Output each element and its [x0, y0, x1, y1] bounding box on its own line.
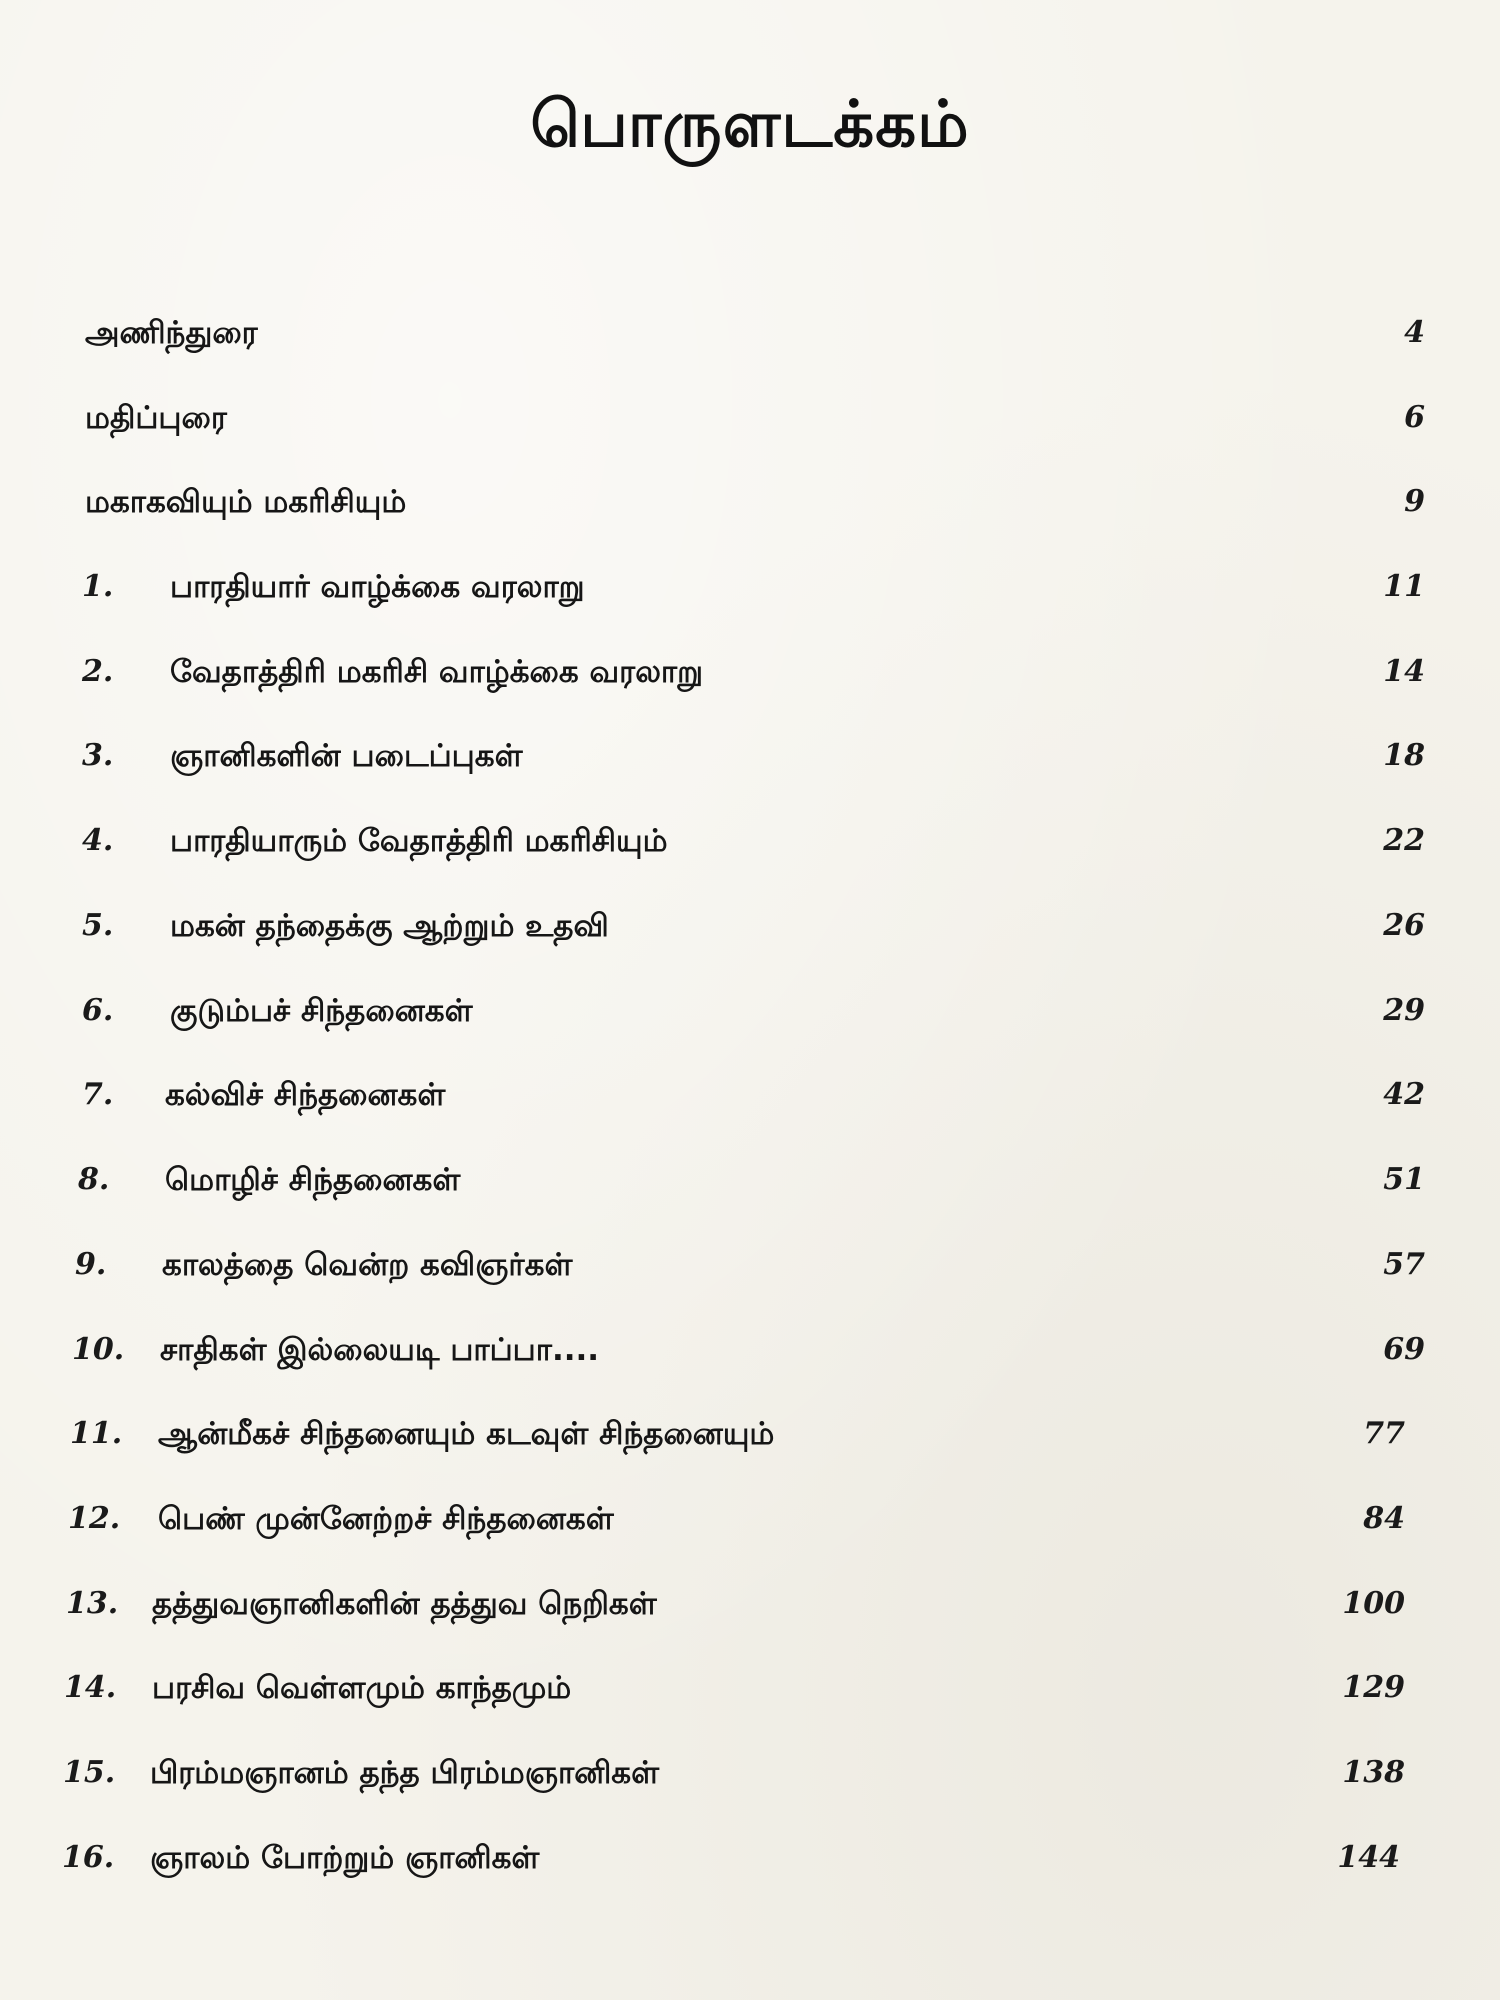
toc-page-number: 18 [1383, 738, 1425, 773]
toc-row-chapter-12 [0, 1489, 1500, 1549]
toc-page-number: 84 [1363, 1501, 1405, 1536]
chapter-title: வேதாத்திரி மகரிசி வாழ்க்கை வரலாறு [170, 654, 704, 690]
chapter-title: தத்துவஞானிகளின் தத்துவ நெறிகள் [152, 1586, 657, 1622]
toc-row-chapter-1 [0, 557, 1500, 617]
chapter-number: 10. [72, 1332, 125, 1367]
chapter-title: பாரதியார் வாழ்க்கை வரலாறு [170, 569, 585, 605]
chapter-title: ஞாலம் போற்றும் ஞானிகள் [150, 1840, 540, 1876]
toc-page-number: 51 [1383, 1162, 1425, 1197]
toc-page-number: 100 [1342, 1586, 1405, 1621]
page-title: பொருளடக்கம் [530, 88, 970, 162]
toc-page-number: 11 [1383, 569, 1425, 604]
chapter-number: 4. [82, 823, 114, 858]
chapter-number: 3. [82, 738, 114, 773]
toc-page-number: 138 [1342, 1755, 1405, 1790]
toc-page-number: 77 [1363, 1416, 1405, 1451]
toc-row-chapter-11 [0, 1404, 1500, 1464]
chapter-title: பெண் முன்னேற்றச் சிந்தனைகள் [158, 1501, 614, 1537]
chapter-number: 11. [70, 1416, 123, 1451]
toc-page-number: 57 [1383, 1247, 1425, 1282]
toc-page-number: 4 [1404, 315, 1425, 350]
toc-row-chapter-16 [0, 1828, 1500, 1888]
chapter-title: பிரம்மஞானம் தந்த பிரம்மஞானிகள் [150, 1755, 660, 1791]
toc-page-number: 42 [1383, 1077, 1425, 1112]
chapter-number: 2. [82, 654, 114, 689]
chapter-title: ஞானிகளின் படைப்புகள் [170, 738, 523, 774]
chapter-title: சாதிகள் இல்லையடி பாப்பா.... [160, 1332, 600, 1368]
chapter-number: 14. [64, 1670, 117, 1705]
chapter-number: 9. [75, 1247, 107, 1282]
chapter-title: பரசிவ வெள்ளமும் காந்தமும் [152, 1670, 572, 1706]
toc-page-number: 29 [1383, 993, 1425, 1028]
toc-page-number: 22 [1383, 823, 1425, 858]
toc-row-chapter-7 [0, 1065, 1500, 1125]
toc-row-chapter-9 [0, 1235, 1500, 1295]
chapter-number: 8. [78, 1162, 110, 1197]
toc-row-front-2 [0, 388, 1500, 448]
toc-row-chapter-10 [0, 1320, 1500, 1380]
toc-row-chapter-14 [0, 1658, 1500, 1718]
toc-row-chapter-5 [0, 896, 1500, 956]
chapter-number: 1. [82, 569, 114, 604]
chapter-number: 7. [82, 1077, 114, 1112]
toc-page-number: 6 [1404, 400, 1425, 435]
toc-label: அணிந்துரை [85, 315, 258, 351]
chapter-number: 12. [68, 1501, 121, 1536]
toc-page-number: 14 [1383, 654, 1425, 689]
chapter-title: குடும்பச் சிந்தனைகள் [170, 993, 473, 1029]
chapter-title: பாரதியாரும் வேதாத்திரி மகரிசியும் [170, 823, 668, 859]
toc-page-number: 144 [1337, 1840, 1400, 1875]
toc-label: மகாகவியும் மகரிசியும் [85, 484, 407, 520]
chapter-number: 16. [62, 1840, 115, 1875]
toc-row-front-1 [0, 303, 1500, 363]
toc-row-chapter-4 [0, 811, 1500, 871]
toc-row-chapter-15 [0, 1743, 1500, 1803]
toc-label: மதிப்புரை [85, 400, 227, 436]
chapter-number: 5. [82, 908, 114, 943]
toc-page-number: 129 [1342, 1670, 1405, 1705]
chapter-title: மொழிச் சிந்தனைகள் [165, 1162, 461, 1198]
toc-page-number: 9 [1404, 484, 1425, 519]
toc-row-chapter-3 [0, 726, 1500, 786]
chapter-title: காலத்தை வென்ற கவிஞர்கள் [162, 1247, 573, 1283]
toc-page-number: 26 [1383, 908, 1425, 943]
chapter-number: 15. [63, 1755, 116, 1790]
toc-row-chapter-13 [0, 1574, 1500, 1634]
chapter-number: 6. [82, 993, 114, 1028]
chapter-title: மகன் தந்தைக்கு ஆற்றும் உதவி [170, 908, 609, 944]
chapter-title: கல்விச் சிந்தனைகள் [165, 1077, 446, 1113]
toc-row-chapter-6 [0, 981, 1500, 1041]
chapter-number: 13. [66, 1586, 119, 1621]
toc-row-front-3 [0, 472, 1500, 532]
toc-row-chapter-8 [0, 1150, 1500, 1210]
chapter-title: ஆன்மீகச் சிந்தனையும் கடவுள் சிந்தனையும் [158, 1416, 775, 1452]
toc-row-chapter-2 [0, 642, 1500, 702]
toc-page-number: 69 [1383, 1332, 1425, 1367]
